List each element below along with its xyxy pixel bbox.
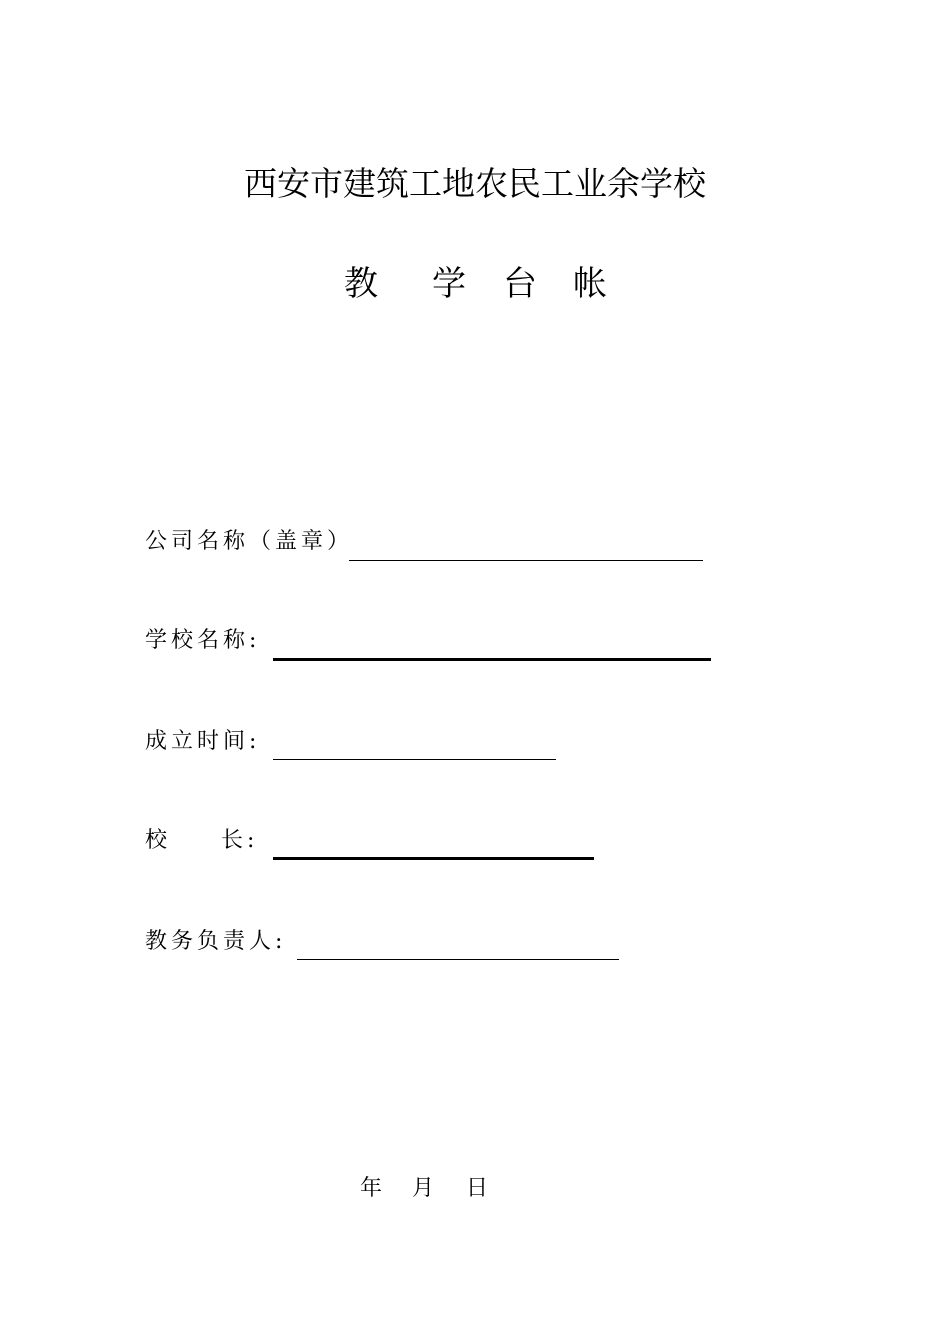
ledger-title-char-4: 帐: [573, 264, 607, 304]
established-date-label: 成立时间:: [145, 729, 261, 754]
school-name-label: 学校名称:: [145, 628, 261, 653]
ledger-title-char-2: 学: [432, 264, 466, 304]
date-day-label: 日: [466, 1176, 489, 1201]
principal-label-char-2: 长:: [221, 828, 259, 853]
principal-label-char-1: 校: [145, 828, 172, 853]
school-name-field[interactable]: [273, 658, 711, 661]
established-date-field[interactable]: [273, 759, 556, 760]
date-year-label: 年: [360, 1176, 383, 1201]
academic-affairs-label: 教务负责人:: [145, 929, 287, 954]
company-name-field[interactable]: [349, 560, 703, 561]
ledger-title-char-1: 教: [344, 264, 378, 304]
company-name-label: 公司名称（盖章）: [145, 529, 354, 554]
principal-label: [145, 826, 258, 856]
ledger-title-char-3: 台: [503, 264, 537, 304]
date-month-label: 月: [412, 1176, 435, 1201]
principal-field[interactable]: [273, 857, 594, 860]
school-title: 西安市建筑工地农民工业余学校: [244, 164, 706, 203]
academic-affairs-field[interactable]: [297, 959, 619, 960]
